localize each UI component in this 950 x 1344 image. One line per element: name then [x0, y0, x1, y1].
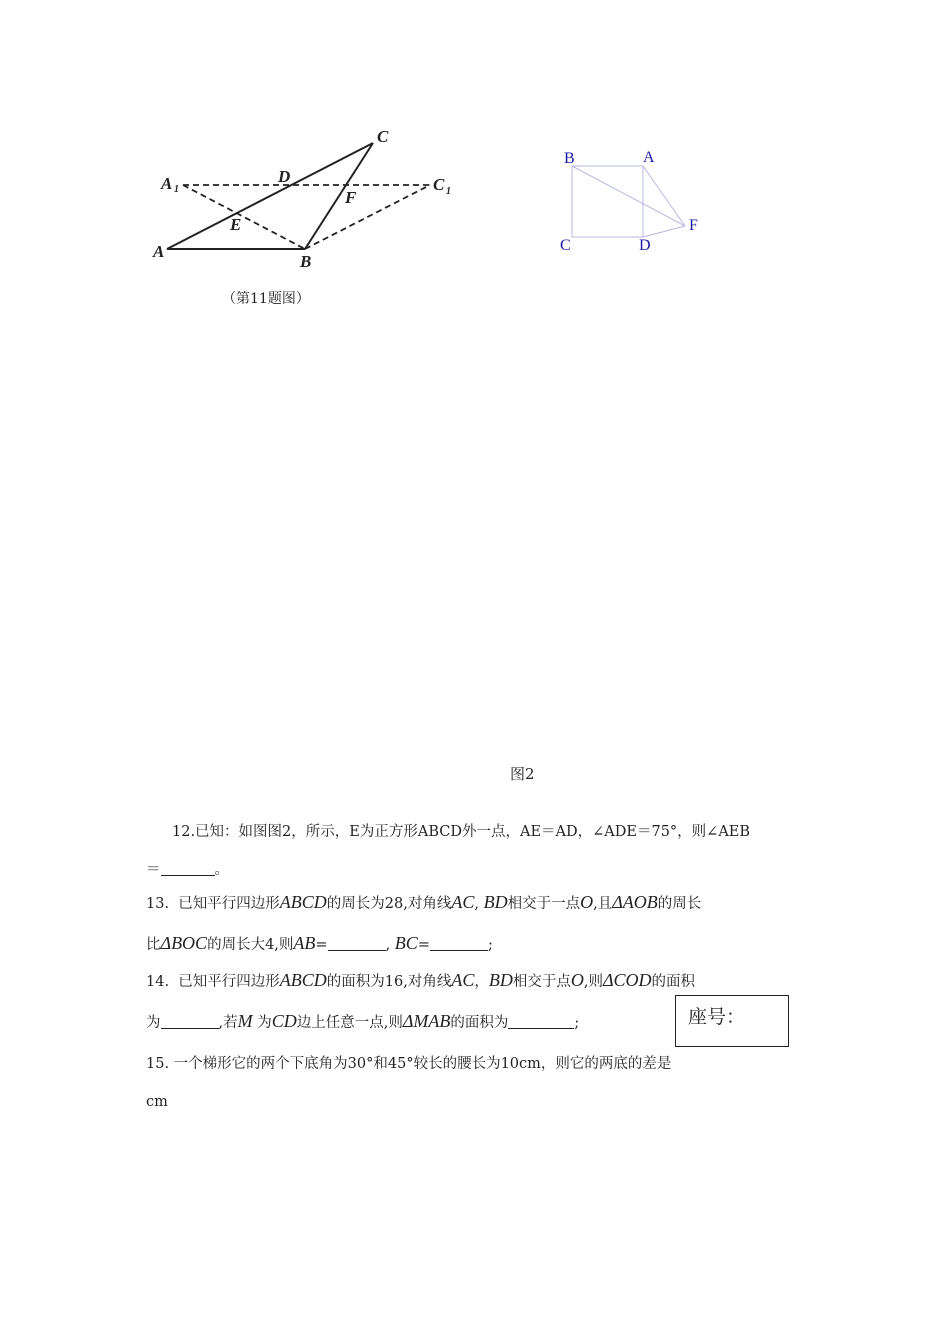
figure-2-diagram	[555, 140, 715, 255]
label-c1-subscript: 1	[446, 186, 451, 197]
q14-bd: BD	[488, 970, 513, 990]
q13-text: 的周长为28,对角线	[326, 896, 452, 912]
q14-abcd: ABCD	[279, 970, 327, 990]
label-a1: A	[161, 174, 173, 193]
q14-text: 的面积为16,对角线	[326, 974, 452, 990]
q12-equals: ＝	[146, 862, 161, 878]
q12-answer-blank[interactable]	[161, 861, 215, 877]
q13-triangle-aob: ΔAOB	[612, 892, 658, 912]
q14-text: 为	[146, 1015, 161, 1031]
label-f: F	[345, 188, 357, 207]
q13-text: 相交于一点	[507, 896, 581, 912]
q13-ab: AB	[293, 933, 316, 953]
q13-text: 的周长	[657, 896, 702, 912]
q14-text: 已知平行四边形	[178, 974, 280, 990]
q13-equals: =	[417, 937, 430, 953]
figure-11-diagram	[145, 120, 475, 270]
q13-text: 的周长大4,则	[207, 937, 294, 953]
q13-equals: =	[315, 937, 328, 953]
question-14-line-1	[146, 970, 695, 991]
q14-triangle-mab: ΔMAB	[402, 1011, 451, 1031]
q14-number: 14.	[146, 974, 170, 990]
q13-ac: AC	[451, 892, 475, 912]
label-d: D	[278, 167, 291, 186]
label-c: C	[560, 237, 571, 254]
label-b: B	[564, 150, 575, 167]
square-abcd	[572, 166, 643, 237]
q14-text: 的面积为	[450, 1015, 509, 1031]
figure-11-caption: （第11题图）	[222, 291, 310, 307]
q13-comma: ,	[474, 896, 479, 912]
question-13-line-2	[146, 933, 493, 954]
q13-semicolon: ;	[487, 937, 493, 953]
label-c1: C	[433, 175, 445, 194]
label-d: D	[639, 237, 651, 254]
q14-text: 边上任意一点,则	[296, 1015, 403, 1031]
label-c: C	[377, 127, 389, 146]
q13-abcd: ABCD	[279, 892, 327, 912]
q14-triangle-cod: ΔCOD	[602, 970, 652, 990]
question-13-line-1	[146, 892, 701, 913]
question-15-line-1: 15. 一个梯形它的两个下底角为30°和45°较长的腰长为10cm，则它的两底的差是	[146, 1056, 672, 1072]
q14-mab-area-blank[interactable]	[508, 1014, 574, 1030]
label-a: A	[643, 149, 655, 166]
q14-semicolon: ;	[574, 1015, 580, 1031]
q13-bc-blank[interactable]	[430, 936, 488, 952]
segment-bf	[572, 166, 685, 226]
q13-number: 13.	[146, 896, 170, 912]
label-a: A	[153, 242, 165, 261]
segment-df	[643, 226, 685, 237]
segment-ac	[167, 143, 373, 249]
question-12-line-2	[146, 858, 229, 879]
q14-cd: CD	[271, 1011, 297, 1031]
q13-text: ,且	[593, 896, 613, 912]
q13-comma: ,	[385, 937, 391, 953]
segment-bc	[305, 143, 373, 249]
q13-text: 比	[146, 937, 161, 953]
label-e: E	[230, 215, 242, 234]
q13-triangle-boc: ΔBOC	[160, 933, 208, 953]
question-12-line-1: 12.已知：如图图2，所示，E为正方形ABCD外一点，AE＝AD，∠ADE＝75°，则∠AEB	[172, 824, 751, 840]
segment-a1b	[183, 185, 305, 249]
figure-2-caption: 图2	[510, 765, 535, 783]
q13-text: 已知平行四边形	[178, 896, 280, 912]
label-f: F	[689, 217, 698, 234]
q14-text: 为	[257, 1015, 272, 1031]
label-a1-subscript: 1	[174, 184, 179, 195]
q13-bd: BD	[483, 892, 508, 912]
q14-text: ,则	[583, 974, 603, 990]
q14-m: M	[237, 1011, 253, 1031]
question-15-line-2: cm	[146, 1094, 168, 1110]
q14-comma: ，	[474, 974, 489, 990]
seat-number-box[interactable]	[675, 995, 789, 1047]
q14-o: O	[570, 970, 584, 990]
segment-bc1	[305, 185, 430, 249]
q13-ab-blank[interactable]	[328, 936, 386, 952]
q14-text: ,若	[218, 1015, 238, 1031]
seat-number-label: 座号：	[688, 1006, 746, 1028]
q14-ac: AC	[451, 970, 475, 990]
q14-cod-area-blank[interactable]	[161, 1014, 219, 1030]
segment-af	[643, 166, 685, 226]
q14-text: 的面积	[651, 974, 696, 990]
question-14-line-2	[146, 1011, 579, 1032]
q13-bc: BC	[394, 933, 418, 953]
q14-text: 相交于点	[512, 974, 571, 990]
q13-o: O	[580, 892, 594, 912]
q12-period: 。	[214, 862, 229, 878]
label-b: B	[300, 252, 312, 270]
